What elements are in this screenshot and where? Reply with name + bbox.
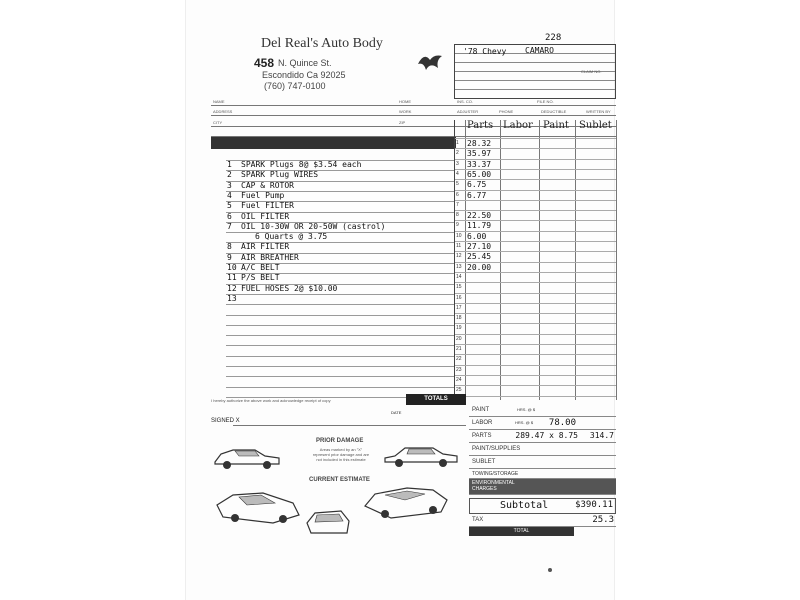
row-number: 7	[456, 201, 459, 208]
row-number: 11	[456, 243, 462, 249]
parts-amount: 28.32	[467, 139, 492, 148]
car-rear-3q-icon	[361, 480, 451, 520]
row-number: 18	[456, 315, 462, 322]
zip-label: ZIP	[399, 120, 406, 125]
summary-subtotal-row: Subtotal $390.11	[469, 498, 616, 514]
vehicle-year-make: '78 Chevy	[463, 47, 507, 56]
summary-towing-row: TOWING/STORAGE	[469, 469, 616, 479]
line-item	[227, 284, 337, 294]
row-number: 6	[456, 191, 459, 198]
parts-amount: 27.10	[467, 242, 492, 251]
line-item-description: SPARK Plugs 8@ $3.54 each	[241, 160, 362, 169]
vehicle-model: CAMARO	[525, 46, 554, 55]
amount-columns	[454, 120, 616, 400]
car-side-left-icon	[211, 440, 283, 472]
file-no-label: FILE NO.	[537, 99, 554, 104]
work-label: WORK	[399, 109, 412, 114]
punch-hole-icon	[548, 568, 552, 572]
line-item-number: 2	[227, 170, 232, 180]
line-item	[227, 181, 294, 191]
summary-paint-supplies-row: PAINT/SUPPLIES	[469, 443, 616, 456]
line-items-panel	[211, 150, 456, 400]
parts-amount: 6.00	[467, 231, 487, 241]
estimate-document	[185, 0, 615, 600]
line-item	[227, 170, 318, 180]
line-item	[227, 263, 280, 273]
parts-amount: 6.75	[467, 180, 487, 190]
tax-value: 25.3	[592, 515, 614, 525]
summary-parts-row: PARTS 289.47 x 8.75 314.7	[469, 430, 616, 443]
row-number: 20	[456, 335, 462, 342]
car-side-right-icon	[381, 438, 461, 468]
summary-environmental-row: ENVIRONMENTAL CHARGES	[469, 479, 616, 495]
line-item-description: P/S BELT	[241, 273, 280, 283]
parts-amount: 65.00	[467, 169, 492, 179]
column-labor: Labor	[503, 120, 533, 131]
line-item	[227, 273, 280, 283]
parts-amount: 11.79	[467, 221, 492, 231]
deductible-label: DEDUCTIBLE	[541, 109, 567, 114]
row-number: 1	[456, 140, 459, 146]
row-number: 4	[456, 170, 459, 177]
prior-damage-note: Areas marked by an "X" represent prior damage and are not included in this estimate	[312, 447, 370, 462]
shop-city: Escondido Ca 92025	[262, 70, 346, 80]
line-item-number: 7	[227, 221, 232, 231]
line-item-number: 6	[227, 211, 232, 221]
shop-phone: (760) 747-0100	[264, 81, 326, 91]
line-item-description: CAP & ROTOR	[241, 180, 294, 190]
line-item-number: 5	[227, 201, 232, 211]
row-number: 5	[456, 181, 459, 188]
written-by-label: WRITTEN BY	[586, 109, 611, 114]
row-number: 16	[456, 294, 462, 301]
line-item-number: 10	[227, 263, 237, 272]
line-item-description: OIL FILTER	[241, 211, 290, 221]
line-item	[227, 201, 294, 211]
row-number: 22	[456, 356, 462, 363]
name-label: NAME	[213, 99, 225, 104]
line-item	[227, 222, 386, 232]
column-sublet: Sublet	[579, 120, 612, 131]
parts-calc: 289.47 x 8.75	[515, 431, 578, 440]
total-bar: TOTAL	[469, 527, 574, 536]
subtotal-value: $390.11	[575, 500, 613, 510]
row-number: 14	[456, 273, 462, 280]
row-number: 25	[456, 387, 462, 394]
line-item-description: OIL 10-30W OR 20-50W (castrol)	[241, 221, 386, 231]
ins-co-label: INS. CO.	[457, 99, 474, 104]
line-item	[227, 212, 289, 222]
column-parts: Parts	[467, 120, 494, 131]
line-item	[227, 232, 327, 242]
row-number: 23	[456, 366, 462, 373]
signed-label: SIGNED X	[211, 418, 240, 424]
damage-diagram	[211, 430, 466, 540]
row-number: 17	[456, 304, 462, 311]
phone-label: PHONE	[499, 109, 514, 114]
row-number: 10	[456, 232, 462, 239]
line-item-description: SPARK Plug WIRES	[241, 170, 319, 180]
row-number: 21	[456, 346, 462, 352]
line-item-number: 4	[227, 190, 232, 200]
prior-damage-title: PRIOR DAMAGE	[316, 438, 364, 444]
line-item-number: 9	[227, 252, 232, 262]
line-item	[227, 253, 299, 263]
parts-amount: 33.37	[467, 159, 492, 169]
shop-street-number: 458	[254, 56, 275, 70]
summary-labor-row: LABOR HRS. @ $ 78.00	[469, 417, 616, 430]
parts-amount: 35.97	[467, 149, 492, 159]
estimate-summary	[469, 404, 616, 534]
row-number: 3	[456, 160, 459, 167]
line-item-number: 11	[227, 273, 237, 283]
line-item-description: 6 Quarts @ 3.75	[255, 232, 328, 242]
column-paint: Paint	[543, 120, 569, 131]
car-top-icon	[303, 505, 353, 537]
line-item-description: Fuel FILTER	[241, 201, 294, 211]
line-item-number: 12	[227, 283, 237, 293]
line-item-number: 8	[227, 242, 232, 252]
address-label: ADDRESS	[213, 109, 233, 114]
parts-amount: 20.00	[467, 262, 492, 272]
line-item-description: FUEL HOSES 2@ $10.00	[241, 283, 338, 293]
row-number: 9	[456, 222, 459, 229]
current-estimate-title: CURRENT ESTIMATE	[309, 477, 370, 483]
line-item-description: AIR BREATHER	[241, 252, 299, 262]
parts-amount: 6.77	[467, 190, 487, 200]
summary-paint-row: PAINT HRS. @ $	[469, 404, 616, 417]
date-label: DATE	[391, 410, 402, 415]
authorization-text: I hereby authorize the above work and acknowledge receipt of copy	[211, 398, 331, 403]
row-number: 2	[456, 150, 459, 157]
row-number: 13	[456, 263, 462, 270]
home-label: HOME	[399, 99, 411, 104]
city-label: CITY	[213, 120, 223, 125]
parts-amount: 22.50	[467, 211, 492, 221]
row-number: 19	[456, 325, 462, 332]
summary-tax-row: TAX 25.3	[469, 514, 616, 527]
row-number: 12	[456, 253, 462, 260]
row-number: 15	[456, 284, 462, 291]
line-item-description: AIR FILTER	[241, 242, 290, 252]
totals-bar: TOTALS	[406, 394, 466, 405]
line-item-description: A/C BELT	[241, 263, 280, 272]
ro-number: 228	[545, 33, 562, 43]
line-item	[227, 294, 241, 304]
line-item	[227, 191, 284, 201]
shop-name: Del Real's Auto Body	[261, 36, 383, 51]
line-item-number: 13	[227, 293, 237, 303]
line-item	[227, 242, 289, 252]
shop-street: N. Quince St.	[278, 58, 332, 68]
parts-amount: 25.45	[467, 252, 492, 262]
row-number: 8	[456, 212, 459, 219]
labor-rate: 78.00	[548, 418, 576, 428]
line-item-number: 3	[227, 180, 232, 190]
description-header-bar	[211, 137, 456, 149]
parts-total: 314.7	[589, 431, 614, 440]
signature-row	[211, 410, 466, 428]
line-item	[227, 160, 361, 170]
line-item-description: Fuel Pump	[241, 190, 285, 200]
summary-sublet-row: SUBLET	[469, 456, 616, 469]
row-number: 24	[456, 376, 462, 383]
adjuster-label: ADJUSTER	[457, 109, 479, 114]
car-front-3q-icon	[213, 485, 303, 525]
bird-logo-icon	[416, 50, 446, 72]
claim-no-label: CLAIM NO.	[581, 69, 602, 74]
line-item-number: 1	[227, 160, 232, 169]
